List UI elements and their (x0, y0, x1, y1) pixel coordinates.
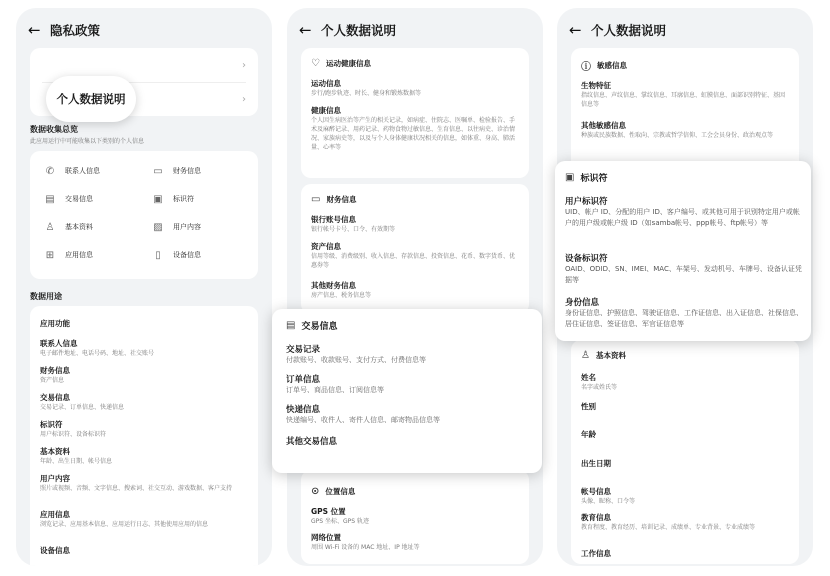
info-item: 性别 (581, 402, 596, 411)
chevron-right-icon: › (242, 59, 246, 71)
device-icon: ▯ (155, 249, 161, 261)
info-item: 身份信息 身份证信息、护照信息、驾驶证信息、工作证信息、出入证信息、社保信息、居住证信息、签证信息、军官证信息等 (565, 298, 803, 328)
info-item: 订单信息 订单号、商品信息、订阅信息等 (286, 375, 384, 394)
info-item: 资产信息 信用等级、消费级别、收入信息、存款信息、投资信息、花币、数字货币、优惠券等 (311, 242, 516, 269)
category-device[interactable]: ▯ 设备信息 (152, 249, 201, 261)
identifier-popup (555, 161, 811, 341)
health-header: ♡ 运动健康信息 (311, 58, 371, 69)
usage-item: 基本资料 年龄、出生日期、帐号信息 (40, 447, 113, 465)
info-item: 其他交易信息 (286, 437, 338, 447)
usage-item: 设备信息 (40, 546, 70, 555)
back-arrow-icon[interactable]: ← (28, 21, 41, 39)
person-icon: ♙ (45, 221, 55, 233)
category-app[interactable]: ⊞ 应用信息 (45, 249, 93, 261)
info-item: 出生日期 (581, 459, 611, 468)
finance-header: ▭ 财务信息 (311, 194, 357, 205)
category-basic[interactable]: ♙ 基本资料 (45, 221, 93, 233)
info-item: 健康信息 个人因生病医治等产生的相关记录，如病症、住院志、医嘱单、检验报告、手术及麻醉记录、用药记录、药物食物过敏信息、生育信息、以往病史、诊治情况、家族病史等，以及与个人身体健康状况相关的信息，如体重、身高、肺活量、心率等 (311, 106, 516, 151)
usage-card (30, 306, 258, 566)
info-item: 姓名 名字或姓氏等 (581, 373, 618, 391)
identifier-header: ▣ 标识符 (565, 172, 608, 184)
info-item: 其他财务信息 房产信息、税务信息等 (311, 281, 372, 299)
info-item: 用户标识符 UID、帐户 ID、分配的用户 ID、客户编号、或其他可用于识别特定用户或帐户的用户级或帐户级 ID（如samba帐号、ppp帐号、ftp帐号）等 (565, 197, 800, 227)
info-item: 帐号信息 头像、昵称、口令等 (581, 487, 636, 505)
heart-pulse-icon: ♡ (311, 58, 320, 69)
category-identifier[interactable]: ▣ 标识符 (153, 193, 194, 205)
phone-icon: ✆ (45, 165, 55, 177)
trade-header: ▤ 交易信息 (286, 320, 338, 332)
category-content[interactable]: ▨ 用户内容 (153, 221, 201, 233)
sensitive-card (571, 48, 799, 172)
usage-item: 交易信息 交易记录、订单信息、快递信息 (40, 393, 125, 411)
info-item: 工作信息 (581, 549, 611, 558)
usage-item: 用户内容 照片或视频、音频、文字信息、搜索词、社交互动、游戏数据、客户支持 (40, 474, 233, 492)
location-pin-icon: ⊙ (311, 486, 320, 497)
info-item: 设备标识符 OAID、ODID、SN、IMEI、MAC、车架号、发动机号、车牌号、设备认证凭据等 (565, 254, 802, 284)
page-title: 个人数据说明 (321, 23, 397, 38)
info-item: 年龄 (581, 430, 596, 439)
info-item: 其他敏感信息 种族或民族数据、性取向、宗教或哲学信仰、工会会员身份、政治观点等 (581, 121, 774, 139)
personal-data-screen-1 (287, 8, 543, 566)
wallet-icon: ▭ (153, 165, 163, 177)
apps-icon: ⊞ (45, 249, 55, 261)
header (287, 8, 543, 52)
category-trade[interactable]: ▤ 交易信息 (45, 193, 93, 205)
page-title: 个人数据说明 (591, 23, 667, 38)
usage-item: 标识符 用户标识符、设备标识符 (40, 420, 107, 438)
usage-item: 财务信息 资产信息 (40, 366, 70, 384)
info-item: 运动信息 步行/跑步轨迹、时长、健身和锻炼数据等 (311, 79, 422, 97)
info-circle-icon: ⓘ (581, 62, 591, 73)
id-card-icon: ▣ (153, 193, 163, 205)
info-item: GPS 位置 GPS 坐标、GPS 轨迹 (311, 507, 369, 525)
health-card (301, 48, 529, 178)
location-header: ⊙ 位置信息 (311, 486, 356, 497)
info-item: 快递信息 快递编号、收件人、寄件人信息、邮寄物品信息等 (286, 405, 440, 424)
usage-item: 联系人信息 电子邮件地址、电话号码、地址、社交账号 (40, 339, 155, 357)
id-card-icon: ▣ (565, 172, 575, 183)
overview-desc: 此应用运行中可能收集以下类别的个人信息 (30, 138, 145, 145)
usage-item: 应用信息 浏览记录、应用基本信息、应用运行日志、其他使用应用的信息 (40, 510, 209, 528)
info-item: 教育信息 教育程度、教育经历、培训记录、成绩单、专业背景、专业成绩等 (581, 513, 756, 531)
header (557, 8, 813, 52)
info-item: 银行账号信息 银行帐号卡号、口令、有效期等 (311, 215, 396, 233)
sensitive-header: ⓘ 敏感信息 (581, 58, 627, 73)
header (16, 8, 272, 52)
category-finance[interactable]: ▭ 财务信息 (153, 165, 201, 177)
info-item: 交易记录 付款账号、收款账号、支付方式、付费信息等 (286, 345, 426, 364)
location-card (301, 470, 529, 564)
receipt-icon: ▤ (286, 320, 296, 331)
info-item: 生物特征 指纹信息、声纹信息、掌纹信息、耳廓信息、虹膜信息、面部识别特征、基因信息等 (581, 81, 786, 108)
page-title: 隐私政策 (50, 23, 101, 38)
privacy-policy-screen (16, 8, 272, 566)
finance-card (301, 184, 529, 314)
usage-title: 数据用途 (30, 292, 62, 301)
back-arrow-icon[interactable]: ← (299, 21, 312, 39)
receipt-icon: ▤ (45, 193, 55, 205)
info-item: 网络位置 周围 Wi-Fi 设备的 MAC 地址、IP 地址等 (311, 533, 420, 551)
trade-info-popup (272, 309, 542, 473)
image-icon: ▨ (153, 221, 163, 233)
wallet-icon: ▭ (311, 194, 321, 205)
category-grid (30, 151, 258, 279)
basic-card (571, 340, 799, 564)
chevron-right-icon: › (242, 93, 246, 105)
back-arrow-icon[interactable]: ← (569, 21, 582, 39)
category-contact[interactable]: ✆ 联系人信息 (45, 165, 100, 177)
personal-data-magnifier[interactable]: 个人数据说明 (46, 76, 136, 122)
overview-title: 数据收集总览 (30, 125, 78, 134)
usage-card-title: 应用功能 (40, 319, 70, 328)
person-icon: ♙ (581, 350, 590, 361)
basic-header: ♙ 基本资料 (581, 350, 626, 361)
